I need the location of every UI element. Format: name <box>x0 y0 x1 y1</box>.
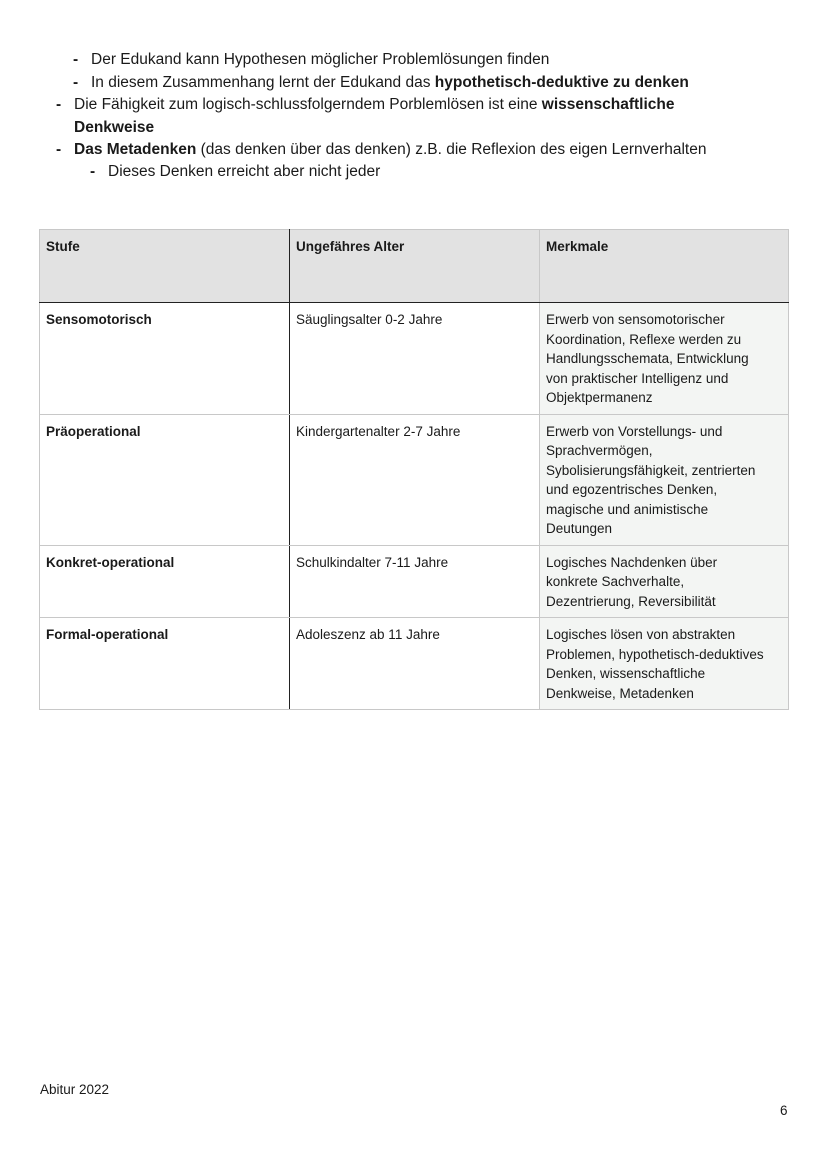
merkmale-line: konkrete Sachverhalte, <box>546 574 685 589</box>
column-header-stufe: Stufe <box>40 230 290 303</box>
bullet-bold-text: Das Metadenken <box>74 141 197 158</box>
cell-merkmale <box>540 618 789 710</box>
stages-table <box>39 229 789 710</box>
merkmale-line: Objektpermanenz <box>546 390 653 405</box>
table-header-row <box>40 230 789 303</box>
bullet-text: In diesem Zusammenhang lernt der Edukand das <box>91 74 435 91</box>
merkmale-line: Handlungsschemata, Entwicklung <box>546 351 749 366</box>
bullet-text: Die Fähigkeit zum logisch-schlussfolgerndem Porblemlösen ist eine <box>74 96 542 113</box>
bullet-item: - Das Metadenken (das denken über das denken) z.B. die Reflexion des eigen Lernverhalten <box>56 141 707 158</box>
footer-label: Abitur 2022 <box>40 1082 110 1097</box>
cell-alter: Kindergartenalter 2-7 Jahre <box>290 414 540 545</box>
merkmale-line: Sybolisierungsfähigkeit, zentrierten <box>546 462 756 478</box>
table-row <box>40 303 789 415</box>
merkmale-line: Logisches Nachdenken über <box>546 554 718 570</box>
merkmale-line: Koordination, Reflexe werden zu <box>546 331 742 347</box>
cell-merkmale <box>540 545 789 618</box>
cell-stufe: Konkret-operational <box>40 545 290 618</box>
table-row <box>40 618 789 710</box>
bullet-text: (das denken über das denken) z.B. die Reflexion des eigen Lernverhalten <box>196 141 707 158</box>
cell-merkmale <box>540 303 789 415</box>
bullet-text: Der Edukand kann Hypothesen möglicher Problemlösungen finden <box>91 51 550 68</box>
cell-alter: Säuglingsalter 0-2 Jahre <box>290 303 540 415</box>
merkmale-line: Deutungen <box>546 521 613 536</box>
merkmale-line: von praktischer Intelligenz und <box>546 370 729 386</box>
merkmale-line: Sprachvermögen, <box>546 443 653 458</box>
cell-stufe: Präoperational <box>40 414 290 545</box>
bullet-item: - In diesem Zusammenhang lernt der Edukand das hypothetisch-deduktive zu denken <box>73 74 689 91</box>
merkmale-line: magische und animistische <box>546 501 709 517</box>
merkmale-line: und egozentrisches Denken, <box>546 482 718 497</box>
cell-stufe: Sensomotorisch <box>40 303 290 415</box>
bullet-item: - Der Edukand kann Hypothesen möglicher Problemlösungen finden <box>73 51 550 68</box>
merkmale-line: Problemen, hypothetisch-deduktives <box>546 646 764 662</box>
bullet-continuation <box>74 117 154 139</box>
bullet-bold-text: Denkweise <box>74 119 155 136</box>
page-number: 6 <box>780 1103 788 1118</box>
merkmale-line: Denkweise, Metadenken <box>546 685 694 701</box>
cell-stufe: Formal-operational <box>40 618 290 710</box>
bullet-text: Dieses Denken erreicht aber nicht jeder <box>108 163 381 180</box>
bullet-bold-text: wissenschaftliche <box>541 96 675 113</box>
bullet-item: - Die Fähigkeit zum logisch-schlussfolgerndem Porblemlösen ist eine wissenschaftliche <box>56 96 675 113</box>
bullet-bold-text: hypothetisch-deduktive zu denken <box>434 74 689 91</box>
column-header-merkmale: Merkmale <box>540 230 789 303</box>
merkmale-line: Logisches lösen von abstrakten <box>546 627 736 642</box>
table-row <box>40 414 789 545</box>
merkmale-line: Dezentrierung, Reversibilität <box>546 593 716 609</box>
merkmale-line: Erwerb von Vorstellungs- und <box>546 423 723 439</box>
cell-merkmale <box>540 414 789 545</box>
bullet-item: - Dieses Denken erreicht aber nicht jeder <box>90 163 381 180</box>
table-row <box>40 545 789 618</box>
cell-alter: Schulkindalter 7-11 Jahre <box>290 545 540 618</box>
column-header-alter: Ungefähres Alter <box>290 230 540 303</box>
cell-alter: Adoleszenz ab 11 Jahre <box>290 618 540 710</box>
merkmale-line: Denken, wissenschaftliche <box>546 666 706 681</box>
merkmale-line: Erwerb von sensomotorischer <box>546 312 725 327</box>
